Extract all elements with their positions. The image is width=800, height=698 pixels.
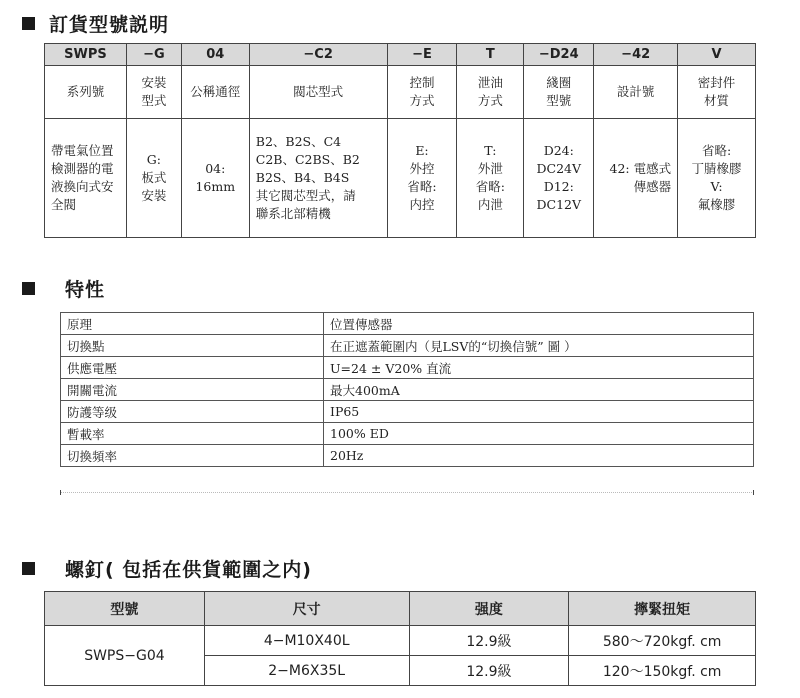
screw-section-title: 螺釘( 包括在供貨範圍之内) <box>65 559 312 581</box>
value-cell: E: 外控 省略: 内控 <box>387 119 457 238</box>
divider-tick <box>60 490 61 495</box>
table-row <box>61 357 754 379</box>
table-row <box>61 313 754 335</box>
value-cell: B2、B2S、C4 C2B、C2BS、B2 B2S、B4、B4S 其它閥芯型式，請 聯系北部精機 <box>249 119 387 238</box>
prop-name: 防護等级 <box>61 401 324 423</box>
model-cell: SWPS−G04 <box>45 626 205 686</box>
label-cell: 泄油 方式 <box>457 66 524 119</box>
value-cell: 省略: 丁腈橡膠 V: 氟橡膠 <box>678 119 756 238</box>
order-code-table <box>44 43 756 238</box>
prop-value: 最大400mA <box>324 379 754 401</box>
size-cell: 2−M6X35L <box>204 656 409 686</box>
code-cell: −D24 <box>524 44 594 66</box>
order-label-row <box>45 66 756 119</box>
prop-name: 原理 <box>61 313 324 335</box>
code-cell: −E <box>387 44 457 66</box>
prop-value: U=24 ± V20% 直流 <box>324 357 754 379</box>
divider-tick <box>753 490 754 495</box>
section-bullet-icon <box>22 17 35 30</box>
torque-cell: 120～150kgf. cm <box>569 656 756 686</box>
column-header: 强度 <box>409 592 569 626</box>
code-cell: 04 <box>181 44 249 66</box>
column-header: 擰緊扭矩 <box>569 592 756 626</box>
label-cell: 系列號 <box>45 66 127 119</box>
table-row <box>61 401 754 423</box>
code-cell: −42 <box>594 44 678 66</box>
strength-cell: 12.9級 <box>409 656 569 686</box>
screw-section-header <box>22 555 312 582</box>
code-cell: −C2 <box>249 44 387 66</box>
value-cell: D24: DC24V D12: DC12V <box>524 119 594 238</box>
label-cell: 閥芯型式 <box>249 66 387 119</box>
prop-value: 在正遮蓋範圍内（見LSV的“切換信號” 圖 ） <box>324 335 754 357</box>
table-header-row <box>45 592 756 626</box>
value-cell: T: 外泄 省略: 内泄 <box>457 119 524 238</box>
label-cell: 密封件 材質 <box>678 66 756 119</box>
order-value-row <box>45 119 756 238</box>
code-cell: V <box>678 44 756 66</box>
prop-value: 位置傳感器 <box>324 313 754 335</box>
value-cell: 帶電氣位置 檢測器的電 液換向式安 全閥 <box>45 119 127 238</box>
screw-table <box>44 591 756 686</box>
value-cell: 04: 16mm <box>181 119 249 238</box>
column-header: 尺寸 <box>204 592 409 626</box>
code-cell: −G <box>126 44 181 66</box>
table-row <box>45 626 756 656</box>
value-cell: G: 板式 安裝 <box>126 119 181 238</box>
prop-name: 供應電壓 <box>61 357 324 379</box>
props-section-title: 特性 <box>65 279 106 301</box>
prop-name: 切換頻率 <box>61 445 324 467</box>
label-cell: 設計號 <box>594 66 678 119</box>
table-row <box>61 445 754 467</box>
divider <box>60 492 754 493</box>
prop-value: 20Hz <box>324 445 754 467</box>
order-section-header <box>22 10 169 37</box>
prop-value: 100% ED <box>324 423 754 445</box>
column-header: 型號 <box>45 592 205 626</box>
order-code-row <box>45 44 756 66</box>
value-cell: 42: 電感式 傳感器 <box>594 119 678 238</box>
label-cell: 控制 方式 <box>387 66 457 119</box>
table-row <box>61 379 754 401</box>
size-cell: 4−M10X40L <box>204 626 409 656</box>
prop-name: 切換點 <box>61 335 324 357</box>
prop-value: IP65 <box>324 401 754 423</box>
code-cell: T <box>457 44 524 66</box>
properties-table <box>60 312 754 467</box>
table-row <box>61 335 754 357</box>
torque-cell: 580～720kgf. cm <box>569 626 756 656</box>
prop-name: 暫載率 <box>61 423 324 445</box>
order-section-title: 訂貨型號説明 <box>49 14 170 36</box>
strength-cell: 12.9級 <box>409 626 569 656</box>
section-bullet-icon <box>22 282 35 295</box>
table-row <box>61 423 754 445</box>
code-cell: SWPS <box>45 44 127 66</box>
prop-name: 開關電流 <box>61 379 324 401</box>
label-cell: 安裝 型式 <box>126 66 181 119</box>
label-cell: 綫圈 型號 <box>524 66 594 119</box>
label-cell: 公稱通徑 <box>181 66 249 119</box>
section-bullet-icon <box>22 562 35 575</box>
props-section-header <box>22 275 105 302</box>
